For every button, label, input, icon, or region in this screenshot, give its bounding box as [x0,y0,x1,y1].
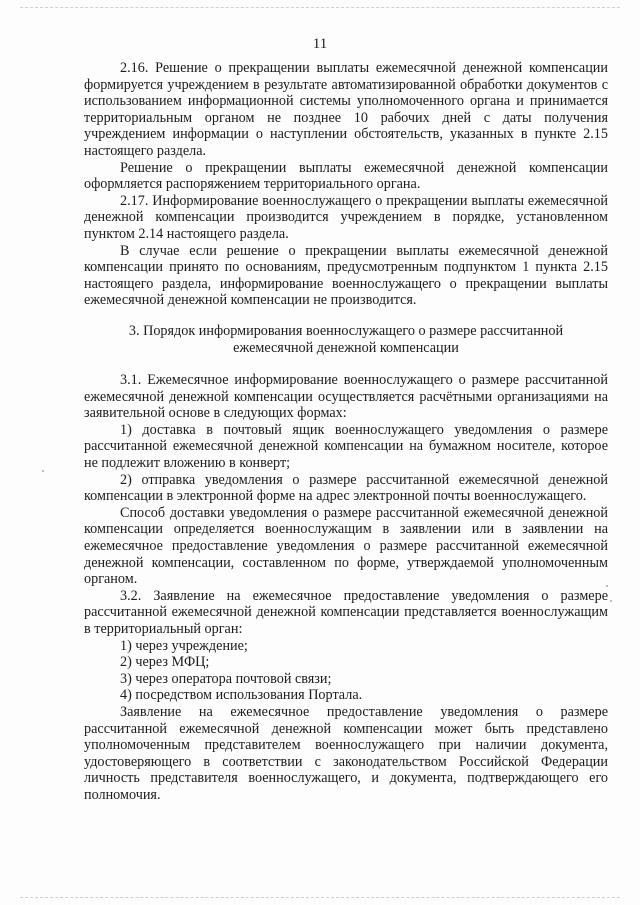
paragraph-form-1: 1) доставка в почтовый ящик военнослужащего уведомления о размере рассчитанной ежемесячной денежной компенсации на бумажном носителе, которое не подлежит вложению в конверт; [84,421,608,472]
paragraph-3-1: 3.1. Ежемесячное информирование военнослужащего о размере рассчитанной ежемесячной денежной компенсации осуществляется расчётными организациями на заявительной основе в следующих формах: [84,372,608,422]
paragraph-3-2: 3.2. Заявление на ежемесячное предоставление уведомления о размере рассчитанной ежемесячной денежной компенсации представляется военнослужащим в территориальный орган: [84,587,608,637]
scan-edge-bottom [20,897,620,898]
paragraph-decision-formalized: Решение о прекращении выплаты ежемесячной денежной компенсации оформляется распоряжением территориального органа. [84,159,608,193]
scan-edge-top [20,7,620,8]
page-number: 11 [312,36,328,52]
list-item: 1) через учреждение; [120,637,248,654]
paragraph-no-informing: В случае если решение о прекращении выплаты ежемесячной денежной компенсации принято по основаниям, предусмотренным подпунктом 1 пункта 2.15 настоящего раздела, информирование военнослужащего о прекращении выплаты ежемесячной денежной компенсации не производится. [84,242,608,309]
list-item: 2) через МФЦ; [120,654,210,671]
paragraph-representative: Заявление на ежемесячное предоставление уведомления о размере рассчитанной ежемесячной денежной компенсации может быть представлено уполномоченным представителем военнослужащего при наличии документа, удостоверяющего в соответствии с законодательством Российской Федерации личность представителя военнослужащего, и документа, подтверждающего его полномочия. [84,703,608,803]
scan-speck [606,585,608,587]
document-body [84,60,608,804]
section-3-heading-line2: ежемесячной денежной компенсации [233,339,459,356]
paragraph-form-2: 2) отправка уведомления о размере рассчитанной ежемесячной денежной компенсации в электронной форме на адрес электронной почты военнослужащего. [84,471,608,505]
paragraph-delivery-method: Способ доставки уведомления о размере рассчитанной ежемесячной денежной компенсации определяется военнослужащим в заявлении или в заявлении на ежемесячное предоставление уведомления о размере рассчитанной ежемесячной денежной компенсации, составленном по форме, утверждаемой уполномоченным органом. [84,504,608,588]
paragraph-2-17: 2.17. Информирование военнослужащего о прекращении выплаты ежемесячной денежной компенсации производится учреждением в порядке, установленном пунктом 2.14 настоящего раздела. [84,192,608,242]
section-3-heading-line1: 3. Порядок информирования военнослужащего о размере рассчитанной [128,322,564,339]
list-item: 3) через оператора почтовой связи; [120,670,332,687]
list-item: 4) посредством использования Портала. [120,687,363,704]
scan-speck [610,600,612,602]
paragraph-2-16: 2.16. Решение о прекращении выплаты ежемесячной денежной компенсации формируется учреждением в результате автоматизированной обработки документов с использованием информационной системы уполномоченного органа и принимается территориальным органом не позднее 10 рабочих дней с даты получения учреждением информации о наступлении обстоятельств, указанных в пункте 2.15 настоящего раздела. [84,60,608,159]
scan-speck [42,470,44,472]
section-3-heading [84,323,608,356]
